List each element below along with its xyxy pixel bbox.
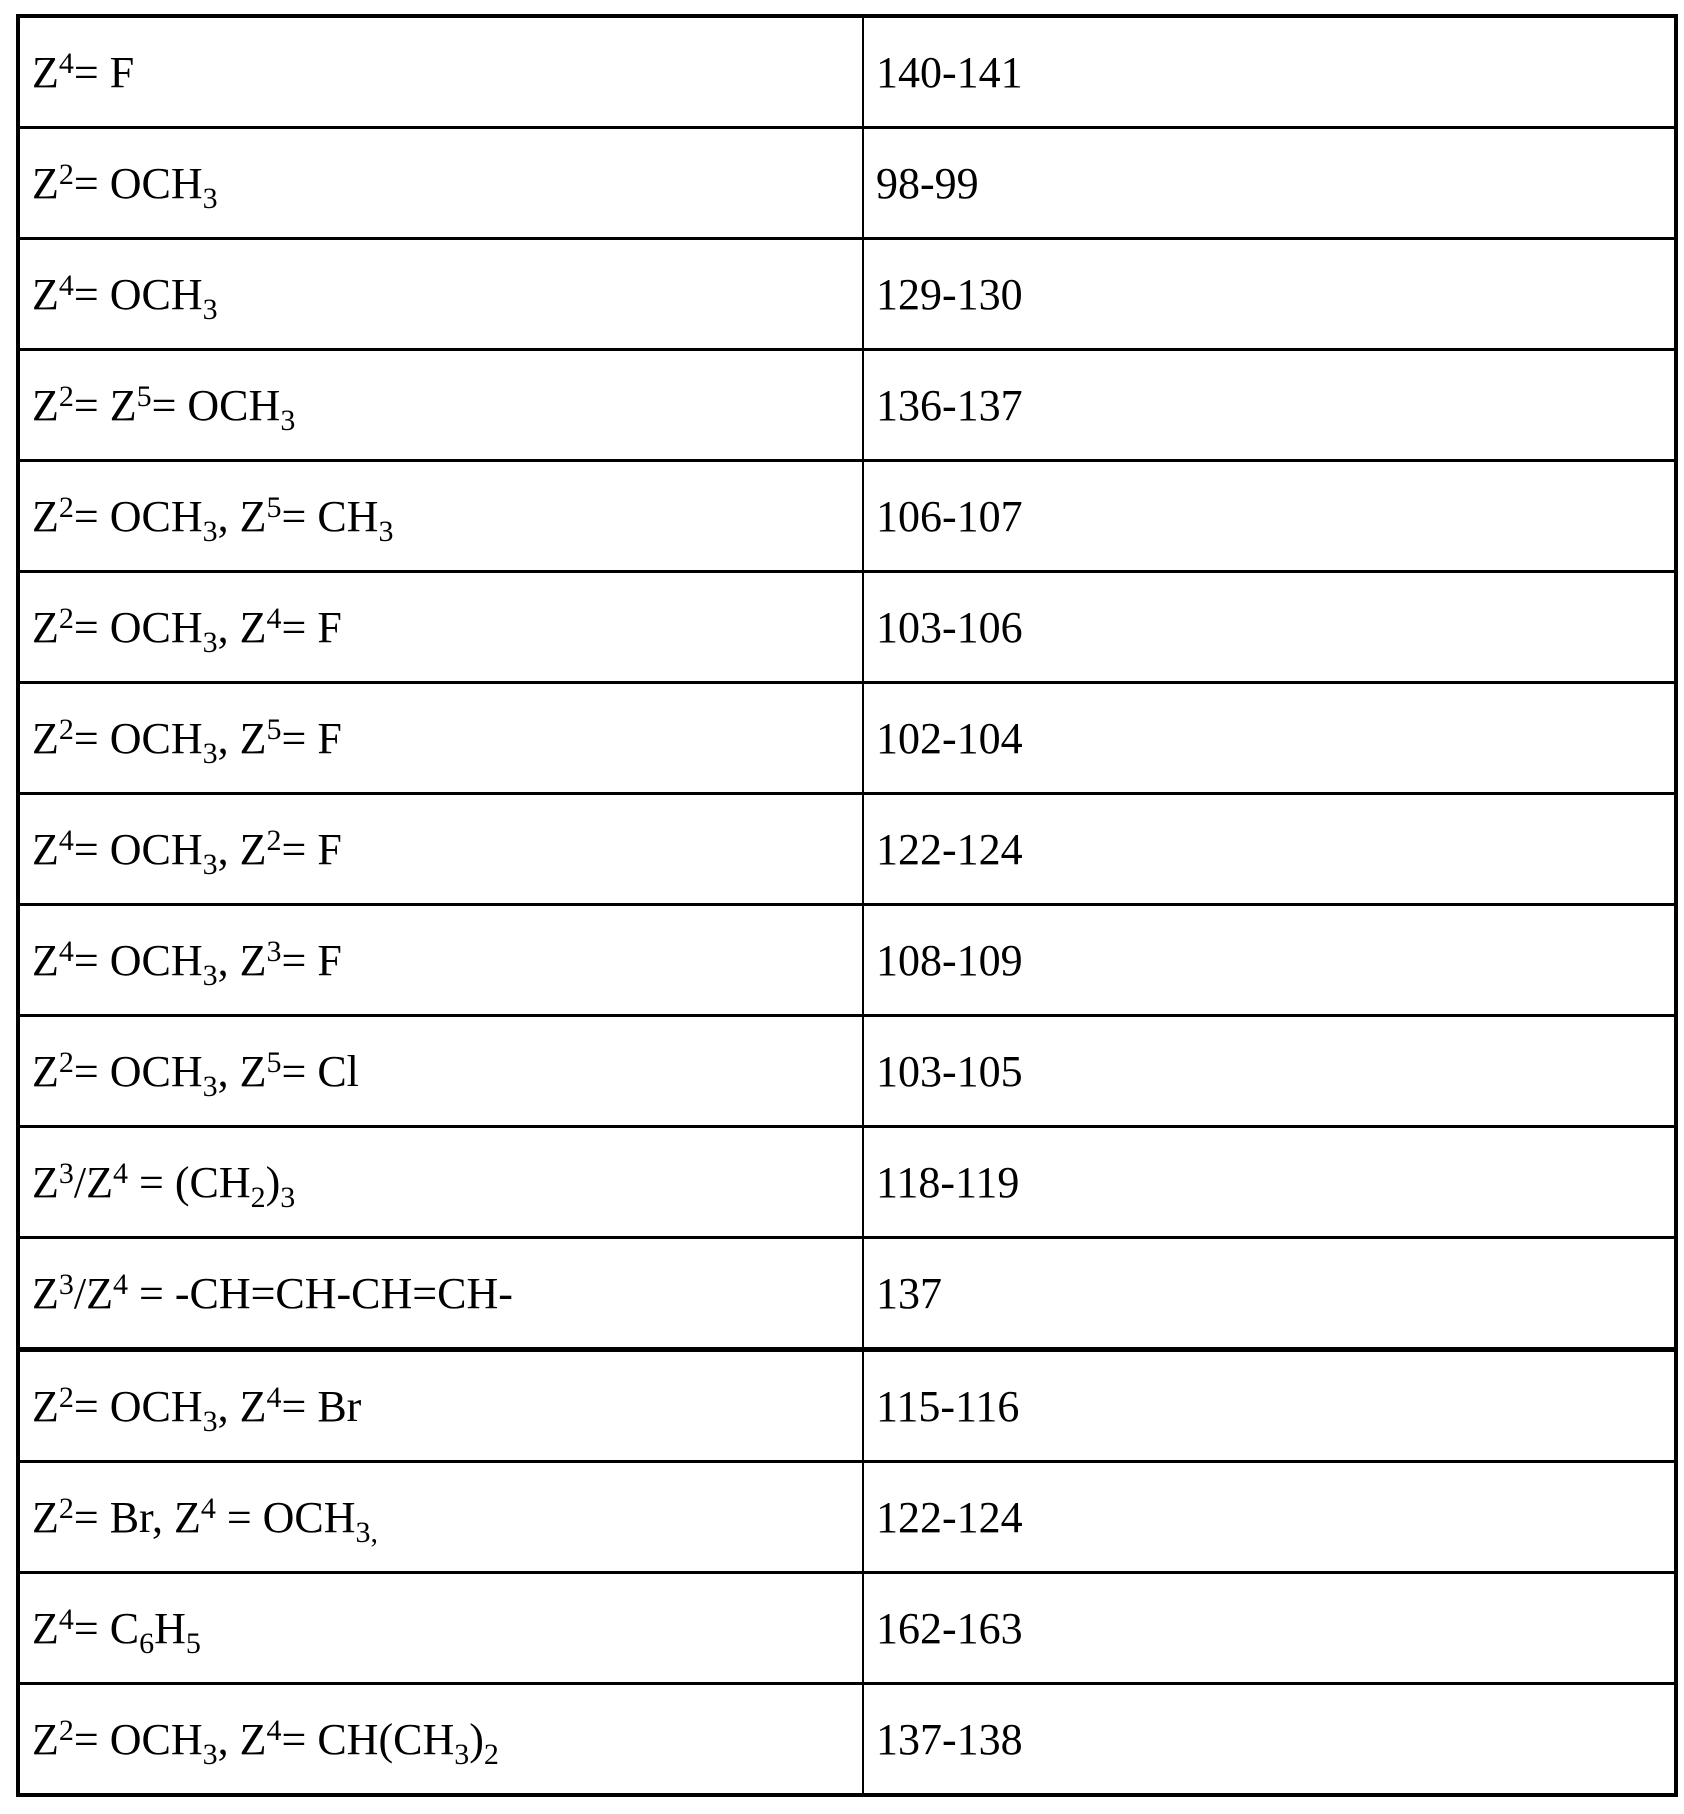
formula-text: Z	[32, 1493, 59, 1542]
superscript: 3	[59, 1268, 74, 1301]
table-row	[18, 239, 1676, 350]
superscript: 3	[267, 935, 282, 968]
formula-text: = CH	[282, 492, 379, 541]
table-row	[18, 128, 1676, 239]
table-row	[18, 1127, 1676, 1238]
formula-text: = Br	[282, 1382, 362, 1431]
value-cell: 140-141	[863, 16, 1676, 128]
substituent-cell	[18, 1016, 863, 1127]
superscript: 2	[59, 1492, 74, 1525]
table-row	[18, 1238, 1676, 1350]
superscript: 2	[59, 380, 74, 413]
value-cell: 137	[863, 1238, 1676, 1350]
substituent-cell	[18, 128, 863, 239]
formula-text: = OCH	[152, 381, 281, 430]
subscript: 3	[203, 848, 218, 881]
formula-text: = OCH	[74, 825, 203, 874]
superscript: 4	[59, 47, 74, 80]
formula-text: Z	[32, 1382, 59, 1431]
substituent-cell	[18, 1350, 863, 1462]
formula-text: Z	[32, 825, 59, 874]
subscript: 3	[203, 1070, 218, 1103]
formula-text: Z	[32, 936, 59, 985]
subscript: 6	[139, 1627, 154, 1660]
formula-text: Z	[32, 1158, 59, 1207]
table-row	[18, 572, 1676, 683]
subscript: 3	[203, 515, 218, 548]
superscript: 4	[113, 1268, 128, 1301]
superscript: 3	[59, 1157, 74, 1190]
value-cell: 122-124	[863, 794, 1676, 905]
formula-text: Z	[32, 1715, 59, 1764]
substituent-cell	[18, 794, 863, 905]
superscript: 2	[59, 602, 74, 635]
superscript: 5	[267, 713, 282, 746]
formula-text: /Z	[74, 1158, 113, 1207]
formula-text: , Z	[218, 714, 267, 763]
formula-text: = F	[282, 936, 342, 985]
subscript: 3	[203, 1738, 218, 1771]
formula-text: = C	[74, 1604, 139, 1653]
subscript: 3	[203, 293, 218, 326]
superscript: 4	[59, 1603, 74, 1636]
superscript: 4	[59, 824, 74, 857]
table-row	[18, 1350, 1676, 1462]
formula-text: )	[469, 1715, 484, 1764]
subscript: 3	[203, 737, 218, 770]
formula-text: , Z	[218, 825, 267, 874]
subscript: 3	[203, 1405, 218, 1438]
subscript: 3	[280, 404, 295, 437]
formula-text: )	[266, 1158, 281, 1207]
table-row	[18, 1684, 1676, 1796]
formula-text: Z	[32, 270, 59, 319]
value-cell: 102-104	[863, 683, 1676, 794]
formula-text: = (CH	[128, 1158, 251, 1207]
formula-text: = OCH	[74, 1047, 203, 1096]
superscript: 5	[267, 491, 282, 524]
superscript: 4	[113, 1157, 128, 1190]
substituent-cell	[18, 239, 863, 350]
superscript: 2	[59, 158, 74, 191]
value-cell: 122-124	[863, 1462, 1676, 1573]
formula-text: Z	[32, 492, 59, 541]
superscript: 5	[137, 380, 152, 413]
formula-text: , Z	[218, 1047, 267, 1096]
substituent-cell	[18, 350, 863, 461]
value-cell: 136-137	[863, 350, 1676, 461]
table-row	[18, 1462, 1676, 1573]
substituent-cell	[18, 683, 863, 794]
subscript: 2	[484, 1738, 499, 1771]
subscript: 3	[203, 182, 218, 215]
substituent-cell	[18, 16, 863, 128]
value-cell: 162-163	[863, 1573, 1676, 1684]
table-row	[18, 461, 1676, 572]
value-cell: 115-116	[863, 1350, 1676, 1462]
subscript: 5	[186, 1627, 201, 1660]
formula-text: = F	[74, 48, 134, 97]
subscript: 3	[454, 1738, 469, 1771]
formula-text: Z	[32, 603, 59, 652]
superscript: 5	[267, 1046, 282, 1079]
substituent-cell	[18, 1462, 863, 1573]
formula-text: = OCH	[74, 714, 203, 763]
formula-text: = OCH	[216, 1493, 356, 1542]
formula-text: , Z	[218, 936, 267, 985]
table-row	[18, 683, 1676, 794]
superscript: 4	[201, 1492, 216, 1525]
data-table	[16, 14, 1678, 1797]
formula-text: Z	[32, 714, 59, 763]
superscript: 4	[59, 935, 74, 968]
formula-text: , Z	[218, 1715, 267, 1764]
formula-text: H	[154, 1604, 186, 1653]
superscript: 2	[59, 1046, 74, 1079]
formula-text: = Z	[74, 381, 137, 430]
subscript: 3	[203, 626, 218, 659]
formula-text: = Cl	[282, 1047, 359, 1096]
formula-text: = OCH	[74, 492, 203, 541]
formula-text: = CH(CH	[282, 1715, 455, 1764]
substituent-cell	[18, 1684, 863, 1796]
subscript: 3	[378, 515, 393, 548]
substituent-cell	[18, 1127, 863, 1238]
substituent-cell	[18, 461, 863, 572]
substituent-cell	[18, 572, 863, 683]
superscript: 2	[59, 491, 74, 524]
formula-text: = F	[282, 825, 342, 874]
value-cell: 98-99	[863, 128, 1676, 239]
formula-text: , Z	[218, 492, 267, 541]
table-row	[18, 350, 1676, 461]
superscript: 4	[59, 269, 74, 302]
value-cell: 108-109	[863, 905, 1676, 1016]
formula-text: = F	[282, 714, 342, 763]
formula-text: = OCH	[74, 159, 203, 208]
subscript: 3	[280, 1181, 295, 1214]
value-cell: 137-138	[863, 1684, 1676, 1796]
formula-text: = F	[282, 603, 342, 652]
formula-text: = OCH	[74, 936, 203, 985]
formula-text: = OCH	[74, 1382, 203, 1431]
formula-text: Z	[32, 381, 59, 430]
subscript: 3	[203, 959, 218, 992]
formula-text: Z	[32, 159, 59, 208]
value-cell: 103-105	[863, 1016, 1676, 1127]
table-row	[18, 905, 1676, 1016]
formula-text: /Z	[74, 1269, 113, 1318]
substituent-cell	[18, 905, 863, 1016]
superscript: 2	[267, 824, 282, 857]
formula-text: Z	[32, 1269, 59, 1318]
substituent-cell	[18, 1238, 863, 1350]
superscript: 2	[59, 1381, 74, 1414]
formula-text: Z	[32, 1604, 59, 1653]
table-row	[18, 16, 1676, 128]
superscript: 4	[267, 1714, 282, 1747]
formula-text: = Br, Z	[74, 1493, 201, 1542]
formula-text: = -CH=CH-CH=CH-	[128, 1269, 513, 1318]
formula-text: , Z	[218, 1382, 267, 1431]
formula-text: , Z	[218, 603, 267, 652]
superscript: 4	[267, 602, 282, 635]
subscript: 2	[251, 1181, 266, 1214]
substituent-cell	[18, 1573, 863, 1684]
superscript: 4	[267, 1381, 282, 1414]
value-cell: 106-107	[863, 461, 1676, 572]
formula-text: Z	[32, 48, 59, 97]
value-cell: 118-119	[863, 1127, 1676, 1238]
formula-text: = OCH	[74, 603, 203, 652]
table-row	[18, 794, 1676, 905]
subscript: 3,	[356, 1516, 379, 1549]
superscript: 2	[59, 713, 74, 746]
superscript: 2	[59, 1714, 74, 1747]
formula-text: = OCH	[74, 1715, 203, 1764]
formula-text: = OCH	[74, 270, 203, 319]
formula-text: Z	[32, 1047, 59, 1096]
value-cell: 103-106	[863, 572, 1676, 683]
table-row	[18, 1016, 1676, 1127]
value-cell: 129-130	[863, 239, 1676, 350]
table-row	[18, 1573, 1676, 1684]
